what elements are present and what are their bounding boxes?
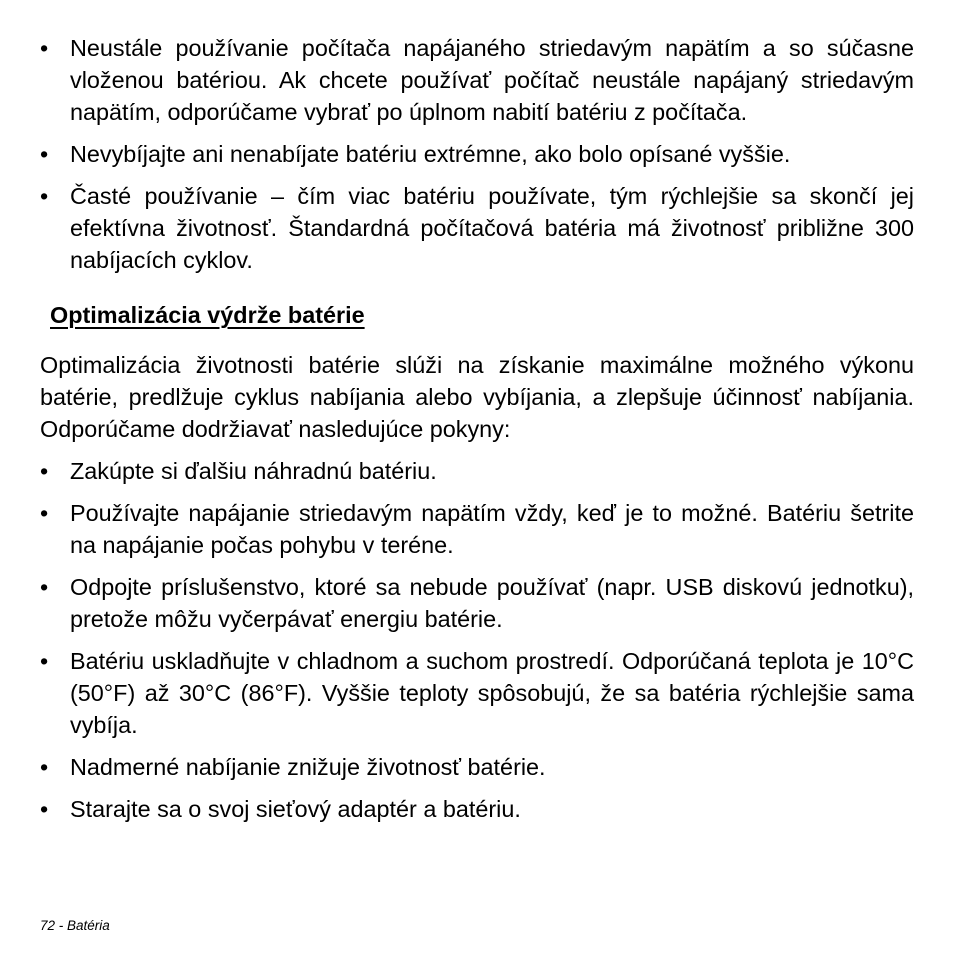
list-item <box>40 455 914 487</box>
list-item <box>40 571 914 635</box>
list-item-text: Batériu uskladňujte v chladnom a suchom prostredí. Odporúčaná teplota je 10°C (50°F) až 30°C (86°F). Vyššie teploty spôsobujú, že sa batéria rýchlejšie sama vybíja. <box>70 648 914 738</box>
list-item-text: Odpojte príslušenstvo, ktoré sa nebude používať (napr. USB diskovú jednotku), pretože môžu vyčerpávať energiu batérie. <box>70 574 914 632</box>
section-heading: Optimalizácia výdrže batérie <box>50 302 365 328</box>
bullet-list-bottom <box>40 455 914 825</box>
bullet-marker: • <box>40 35 49 61</box>
bullet-marker: • <box>40 141 49 167</box>
list-item <box>40 645 914 741</box>
list-item <box>40 180 914 276</box>
body-paragraph: Optimalizácia životnosti batérie slúži na získanie maximálne možného výkonu batérie, predlžuje cyklus nabíjania alebo vybíjania, a zlepšuje účinnosť nabíjania. Odporúčame dodržiavať nasledujúce pokyny: <box>40 352 914 442</box>
list-item-text: Časté používanie – čím viac batériu používate, tým rýchlejšie sa skončí jej efektívna životnosť. Štandardná počítačová batéria má životnosť približne 300 nabíjacích cyklov. <box>70 183 914 273</box>
list-item-text: Používajte napájanie striedavým napätím vždy, keď je to možné. Batériu šetrite na napájanie počas pohybu v teréne. <box>70 500 914 558</box>
list-item <box>40 793 914 825</box>
bullet-list-top <box>40 32 914 276</box>
page-footer: 72 - Batéria <box>40 918 110 933</box>
bullet-marker: • <box>40 796 49 822</box>
list-item-text: Nadmerné nabíjanie znižuje životnosť batérie. <box>70 754 546 780</box>
list-item-text: Zakúpte si ďalšiu náhradnú batériu. <box>70 458 437 484</box>
list-item <box>40 138 914 170</box>
list-item <box>40 751 914 783</box>
list-item-text: Neustále používanie počítača napájaného striedavým napätím a so súčasne vloženou batériou. Ak chcete používať počítač neustále napájaný striedavým napätím, odporúčame vybrať po úplnom nabití batériu z počítača. <box>70 35 914 125</box>
bullet-marker: • <box>40 754 49 780</box>
bullet-marker: • <box>40 183 49 209</box>
list-item-text: Starajte sa o svoj sieťový adaptér a batériu. <box>70 796 521 822</box>
page-content <box>40 32 914 835</box>
list-item-text: Nevybíjajte ani nenabíjate batériu extrémne, ako bolo opísané vyššie. <box>70 141 791 167</box>
list-item <box>40 32 914 128</box>
list-item <box>40 497 914 561</box>
bullet-marker: • <box>40 500 49 526</box>
bullet-marker: • <box>40 574 49 600</box>
bullet-marker: • <box>40 458 49 484</box>
bullet-marker: • <box>40 648 49 674</box>
